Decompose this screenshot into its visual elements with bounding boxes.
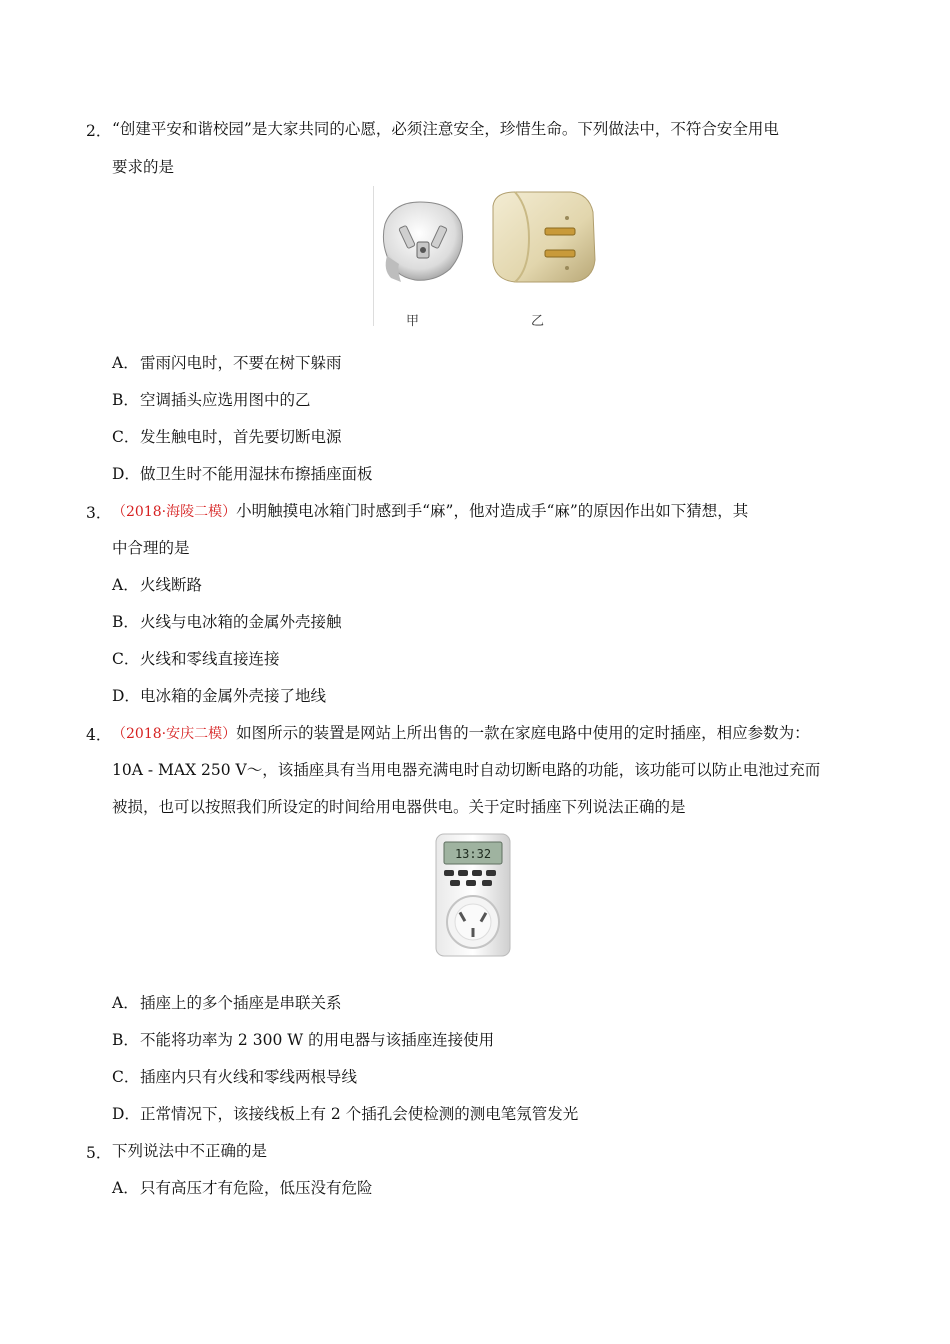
figure-border — [373, 186, 374, 326]
option-b: B．空调插头应选用图中的乙 — [112, 391, 311, 409]
question-source: （2018·安庆二模） — [112, 726, 237, 742]
question-stem-line: 10A - MAX 250 V～，该插座具有当用电器充满电时自动切断电路的功能，该功能可以防止电池过充而 — [112, 761, 821, 779]
option-c: C．插座内只有火线和零线两根导线 — [112, 1068, 358, 1086]
three-pin-plug-image — [375, 194, 475, 289]
question-stem-line: 中合理的是 — [112, 539, 190, 557]
option-a: A．雷雨闪电时，不要在树下躲雨 — [112, 354, 342, 372]
option-a: A．插座上的多个插座是串联关系 — [112, 994, 342, 1012]
question-stem-line: 下列说法中不正确的是 — [112, 1142, 268, 1160]
question-stem-line: （2018·海陵二模）小明触摸电冰箱门时感到手“麻”，他对造成手“麻”的原因作出如下猜想，其 — [112, 502, 749, 520]
plugs-figure — [373, 186, 613, 329]
option-d: D．正常情况下，该接线板上有 2 个插孔会使检测的测电笔氖管发光 — [112, 1105, 579, 1123]
option-a: A．火线断路 — [112, 576, 203, 594]
timer-socket-image — [432, 832, 514, 958]
question-number: 3． — [86, 504, 112, 522]
figure-caption-yi: 乙 — [531, 314, 545, 329]
option-c: C．火线和零线直接连接 — [112, 650, 280, 668]
question-stem-line: 要求的是 — [112, 158, 175, 176]
question-source: （2018·海陵二模） — [112, 504, 237, 520]
figure-caption-jia: 甲 — [406, 314, 420, 329]
question-stem-line: 被损，也可以按照我们所设定的时间给用电器供电。关于定时插座下列说法正确的是 — [112, 798, 686, 816]
question-number: 4． — [86, 726, 112, 744]
timer-display: 13:32 — [454, 847, 492, 861]
option-a: A．只有高压才有危险，低压没有危险 — [112, 1179, 373, 1197]
two-pin-plug-image — [485, 188, 605, 288]
option-d: D．做卫生时不能用湿抹布擦插座面板 — [112, 465, 373, 483]
question-number: 2． — [86, 122, 112, 140]
option-c: C．发生触电时，首先要切断电源 — [112, 428, 342, 446]
option-b: B．火线与电冰箱的金属外壳接触 — [112, 613, 342, 631]
question-number: 5． — [86, 1144, 112, 1162]
option-d: D．电冰箱的金属外壳接了地线 — [112, 687, 327, 705]
question-stem-line: “创建平安和谐校园”是大家共同的心愿，必须注意安全，珍惜生命。下列做法中，不符合安全用电 — [112, 120, 779, 138]
question-stem-line: （2018·安庆二模）如图所示的装置是网站上所出售的一款在家庭电路中使用的定时插座，相应参数为： — [112, 724, 810, 742]
option-b: B．不能将功率为 2 300 W 的用电器与该插座连接使用 — [112, 1031, 495, 1049]
